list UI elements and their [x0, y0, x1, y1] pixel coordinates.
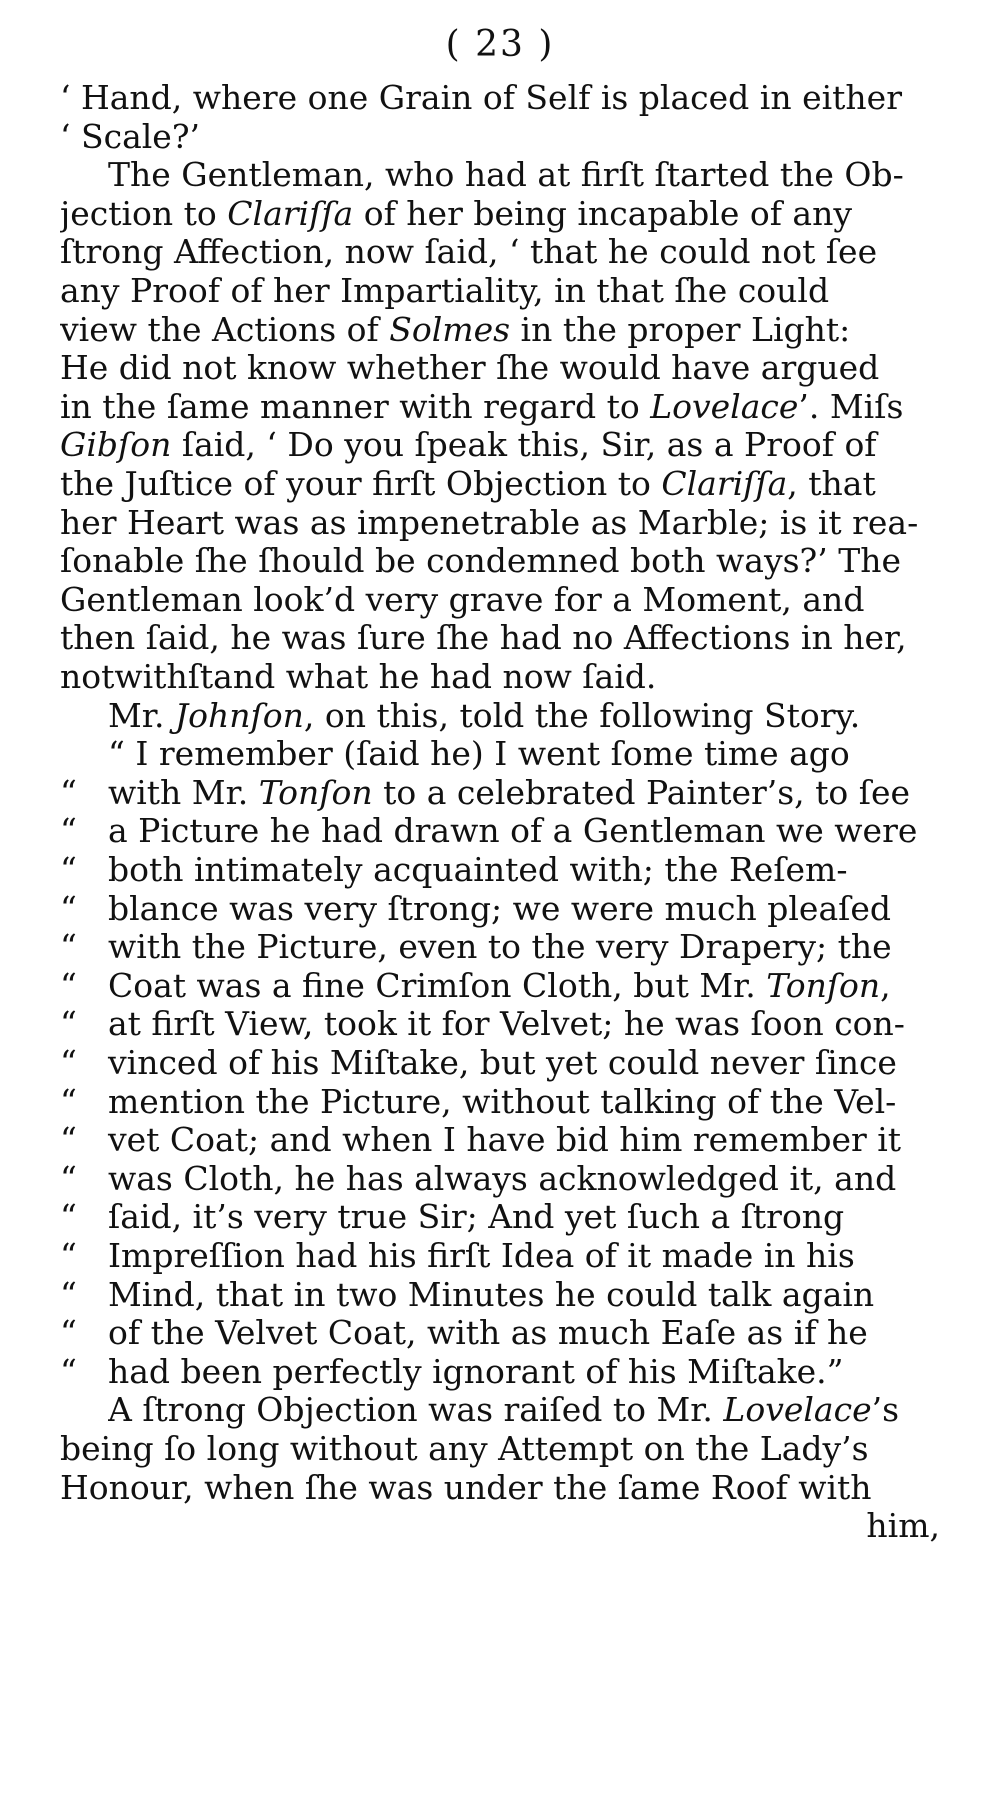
line-text: ‘ Scale?’	[60, 116, 201, 156]
line-text: vet Coat; and when I have bid him remember it	[108, 1120, 902, 1160]
line-text: ſonable ſhe ſhould be condemned both ways?’ The	[60, 541, 902, 581]
line-text: jection to	[60, 193, 228, 233]
line-text: of her being incapable of any	[353, 193, 853, 233]
line-text: at firſt View, took it for Velvet; he was ſoon con-	[108, 1004, 905, 1044]
line-text: ,	[880, 965, 891, 1005]
line-text: mention the Picture, without talking of the Vel-	[108, 1081, 897, 1121]
quote-mark: “	[60, 965, 77, 1005]
line-text: him,	[866, 1506, 940, 1546]
line-text: to a celebrated Painter’s, to ſee	[372, 772, 911, 812]
line-text: ſtrong Affection, now ſaid, ‘ that he could not ſee	[60, 232, 878, 272]
line-text: of the Velvet Coat, with as much Eaſe as if he	[108, 1313, 868, 1353]
quote-mark: “	[60, 1081, 77, 1121]
line-text: was Cloth, he has always acknowledged it, and	[108, 1158, 897, 1198]
line-text: Coat was a fine Crimſon Cloth, but Mr.	[108, 965, 767, 1005]
line-text: ſaid, ‘ Do you ſpeak this, Sir, as a Proof of	[171, 425, 877, 465]
line-text: vinced of his Miſtake, but yet could never ſince	[108, 1043, 897, 1082]
italic-text: Gibſon	[60, 425, 172, 465]
quote-mark: “	[60, 1004, 77, 1044]
line-text: view the Actions of	[60, 309, 390, 349]
italic-text: Johnſon	[174, 695, 304, 735]
line-text: Mr.	[108, 695, 175, 735]
line-text: blance was very ſtrong; we were much pleaſed	[108, 888, 891, 928]
line-text: ſaid, it’s very true Sir; And yet ſuch a ſtrong	[108, 1197, 845, 1237]
line-text: Impreſſion had his firſt Idea of it made in his	[108, 1236, 855, 1275]
line-text: “ I remember (ſaid he) I went ſome time ago	[108, 734, 850, 774]
quote-mark: “	[60, 1236, 77, 1275]
quote-mark: “	[60, 1120, 77, 1160]
quote-mark: “	[60, 811, 77, 851]
line-text: Honour, when ſhe was under the ſame Roof with	[60, 1467, 872, 1507]
line-text: had been perfectly ignorant of his Miſtake.”	[108, 1351, 844, 1391]
quote-mark: “	[60, 888, 77, 928]
quote-mark: “	[60, 1274, 77, 1314]
line-text: The Gentleman, who had at firſt ſtarted the Ob-	[108, 155, 904, 195]
italic-text: Lovelace	[650, 386, 799, 426]
line-text: with the Picture, even to the very Drapery; the	[108, 927, 892, 967]
italic-text: Lovelace	[723, 1390, 872, 1430]
italic-text: Tonſon	[766, 965, 881, 1005]
quote-mark: “	[60, 927, 77, 967]
italic-text: Clariſſa	[661, 464, 788, 503]
line-text: the Juſtice of your firſt Objection to	[60, 464, 662, 503]
line-text: , on this, told the following Story.	[303, 695, 861, 735]
page-number: ( 23 )	[445, 24, 555, 65]
line-text: in the ſame manner with regard to	[60, 386, 651, 426]
line-text: ‘ Hand, where one Grain of Self is placed in either	[60, 78, 902, 117]
line-text: a Picture he had drawn of a Gentleman we were	[108, 811, 918, 851]
line-text: notwithſtand what he had now ſaid.	[60, 657, 657, 696]
quote-mark: “	[60, 1158, 77, 1198]
italic-text: Tonſon	[258, 772, 373, 812]
line-text: in the proper Light:	[510, 309, 851, 349]
line-text: any Proof of her Impartiality, in that ſhe could	[60, 271, 830, 310]
line-text: , that	[787, 464, 876, 503]
line-text: Mind, that in two Minutes he could talk again	[108, 1274, 875, 1314]
italic-text: Clariſſa	[227, 193, 354, 233]
line-text: He did not know whether ſhe would have argued	[60, 348, 880, 388]
line-text: ’. Miſs	[798, 386, 904, 426]
quote-mark: “	[60, 1313, 77, 1353]
line-text: then ſaid, he was ſure ſhe had no Affections in her,	[60, 618, 907, 658]
line-text: both intimately acquainted with; the Reſem-	[108, 850, 848, 889]
line-text: her Heart was as impenetrable as Marble; is it rea-	[60, 502, 919, 542]
line-text: being ſo long without any Attempt on the Lady’s	[60, 1429, 869, 1468]
line-text: Gentleman look’d very grave for a Moment, and	[60, 579, 865, 619]
quote-mark: “	[60, 1351, 77, 1391]
text-line	[60, 1504, 940, 1550]
quote-mark: “	[60, 1043, 77, 1082]
quote-mark: “	[60, 772, 77, 812]
line-text: with Mr.	[108, 772, 259, 812]
quote-mark: “	[60, 1197, 77, 1237]
italic-text: Solmes	[389, 309, 511, 349]
line-text: A ſtrong Objection was raiſed to Mr.	[108, 1390, 724, 1430]
quote-mark: “	[60, 850, 77, 889]
line-text: ’s	[871, 1390, 900, 1430]
